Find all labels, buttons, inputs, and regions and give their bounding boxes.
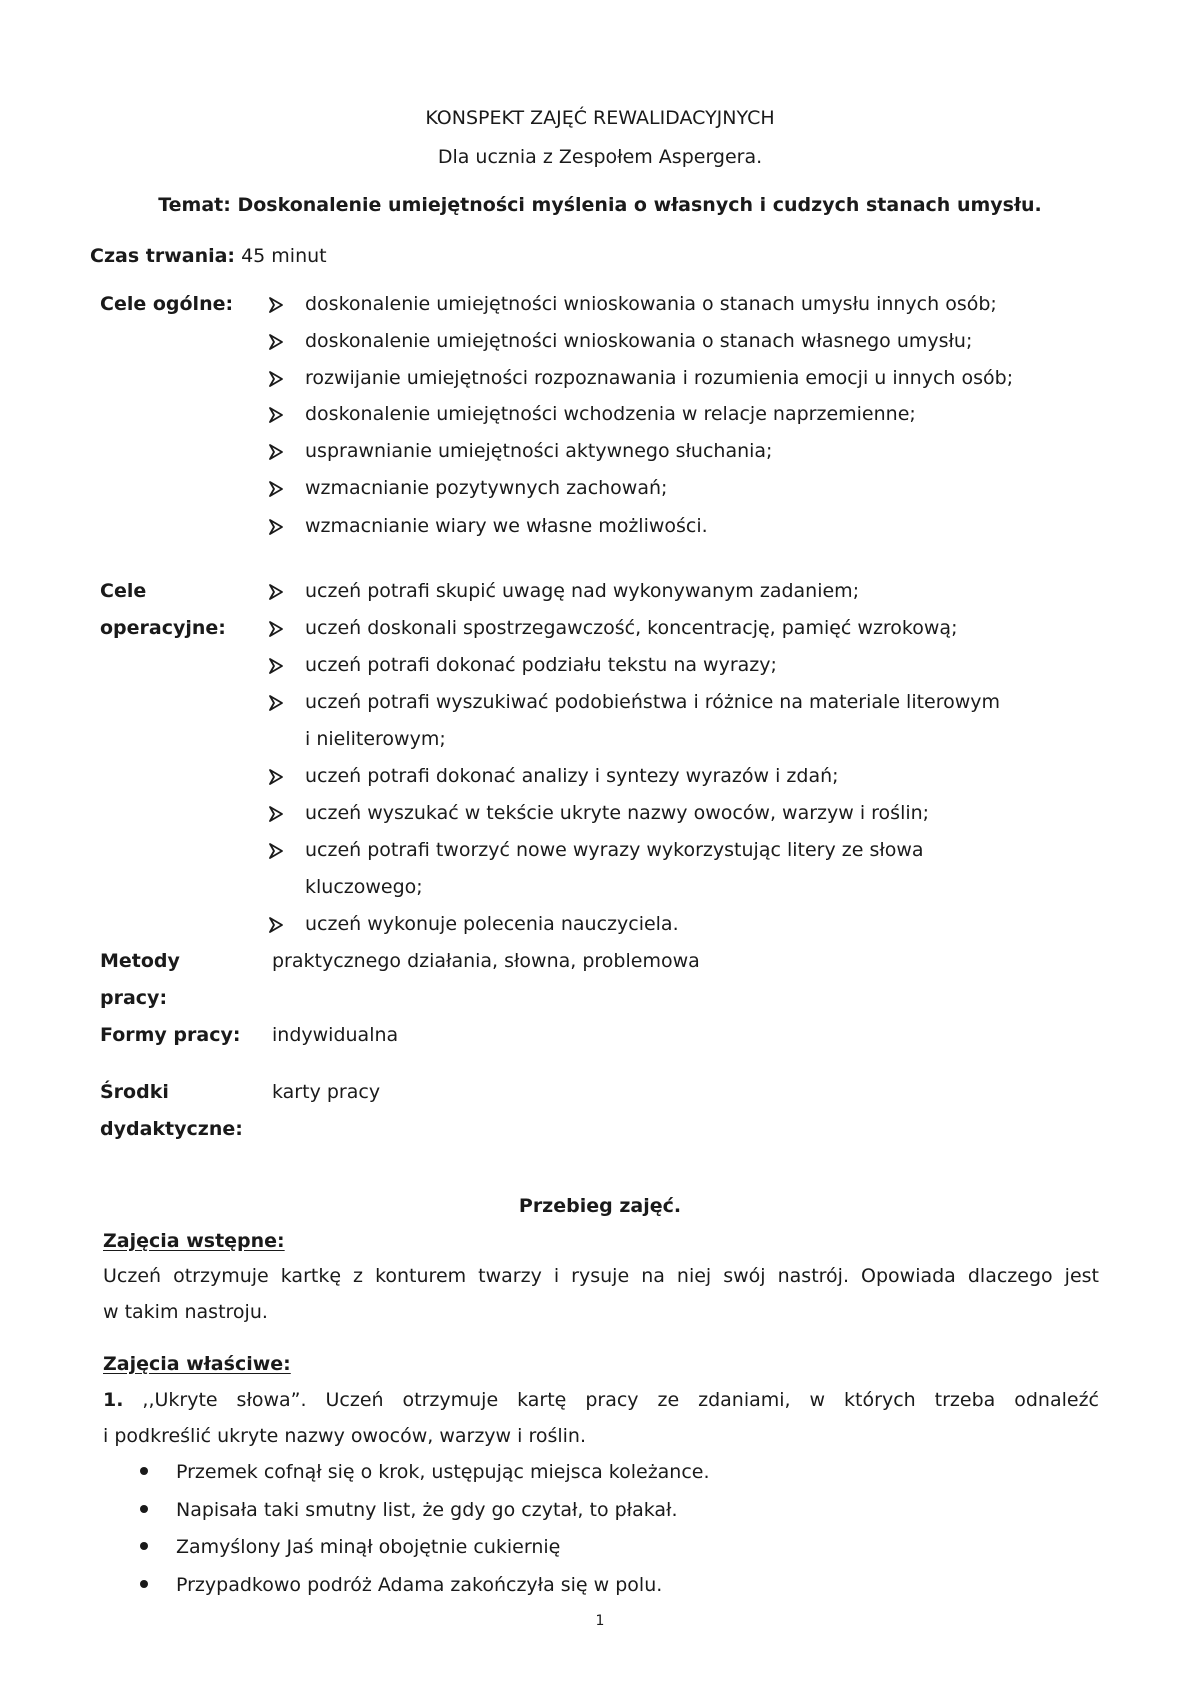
operational-goal-item: uczeń wyszukać w tekście ukryte nazwy owoców, warzyw i roślin;: [305, 802, 930, 824]
general-goal-item: doskonalenie umiejętności wchodzenia w relacje naprzemienne;: [305, 403, 916, 425]
operational-goals-label: Cele: [100, 580, 147, 602]
aids-label: Środki: [100, 1081, 169, 1103]
arrow-bullet-icon: [268, 806, 284, 822]
bullet-dot-icon: [140, 1505, 148, 1513]
arrow-bullet-icon: [268, 621, 284, 637]
topic-line: Temat: Doskonalenie umiejętności myślenia o własnych i cudzych stanach umysłu.: [158, 194, 1042, 216]
operational-goal-item: uczeń potrafi tworzyć nowe wyrazy wykorzystując litery ze słowa: [305, 839, 924, 861]
general-goal-item: usprawnianie umiejętności aktywnego słuchania;: [305, 440, 773, 462]
general-goal-item: wzmacnianie pozytywnych zachowań;: [305, 477, 668, 499]
arrow-bullet-icon: [268, 658, 284, 674]
arrow-bullet-icon: [268, 769, 284, 785]
arrow-bullet-icon: [268, 917, 284, 933]
general-goal-item: doskonalenie umiejętności wnioskowania o stanach własnego umysłu;: [305, 330, 973, 352]
operational-goal-item: uczeń potrafi wyszukiwać podobieństwa i różnice na materiale literowym: [305, 691, 1001, 713]
task1-text: ,,Ukryte słowa”. Uczeń otrzymuje kartę pracy ze zdaniami, w których trzeba odnaleźć: [123, 1389, 1099, 1411]
task1-line: i podkreślić ukryte nazwy owoców, warzyw i roślin.: [103, 1425, 586, 1447]
task1-number: 1.: [103, 1389, 124, 1411]
intro-paragraph-line: Uczeń otrzymuje kartkę z konturem twarzy i rysuje na niej swój nastrój. Opowiada dlaczego jest: [103, 1265, 1099, 1287]
arrow-bullet-icon: [268, 695, 284, 711]
bullet-dot-icon: [140, 1580, 148, 1588]
arrow-bullet-icon: [268, 334, 284, 350]
document-subtitle: Dla ucznia z Zespołem Aspergera.: [437, 146, 763, 168]
operational-goals-label: operacyjne:: [100, 617, 226, 639]
arrow-bullet-icon: [268, 444, 284, 460]
general-goal-item: rozwijanie umiejętności rozpoznawania i rozumienia emocji u innych osób;: [305, 367, 1014, 389]
intro-paragraph-line: w takim nastroju.: [103, 1301, 268, 1323]
aids-label: dydaktyczne:: [100, 1118, 243, 1140]
page-number: 1: [595, 1613, 605, 1629]
course-heading: Przebieg zajęć.: [518, 1195, 682, 1217]
arrow-bullet-icon: [268, 584, 284, 600]
arrow-bullet-icon: [268, 407, 284, 423]
operational-goal-continuation: i nieliterowym;: [305, 728, 446, 750]
duration-label: Czas trwania:: [90, 245, 236, 267]
general-goal-item: doskonalenie umiejętności wnioskowania o stanach umysłu innych osób;: [305, 293, 997, 315]
sentence-item: Zamyślony Jaś minął obojętnie cukiernię: [176, 1536, 561, 1558]
operational-goal-continuation: kluczowego;: [305, 876, 423, 898]
bullet-dot-icon: [140, 1542, 148, 1550]
arrow-bullet-icon: [268, 519, 284, 535]
intro-heading: Zajęcia wstępne:: [103, 1230, 285, 1252]
main-heading: Zajęcia właściwe:: [103, 1353, 291, 1375]
general-goals-label: Cele ogólne:: [100, 293, 234, 315]
duration-line: [90, 244, 327, 268]
aids-value: karty pracy: [272, 1081, 381, 1103]
operational-goal-item: uczeń potrafi dokonać podziału tekstu na wyrazy;: [305, 654, 777, 676]
arrow-bullet-icon: [268, 843, 284, 859]
operational-goal-item: uczeń potrafi dokonać analizy i syntezy wyrazów i zdań;: [305, 765, 839, 787]
operational-goal-item: uczeń doskonali spostrzegawczość, koncentrację, pamięć wzrokową;: [305, 617, 958, 639]
forms-value: indywidualna: [272, 1024, 399, 1046]
operational-goal-item: uczeń potrafi skupić uwagę nad wykonywanym zadaniem;: [305, 580, 860, 602]
arrow-bullet-icon: [268, 371, 284, 387]
methods-value: praktycznego działania, słowna, problemowa: [272, 950, 700, 972]
sentence-item: Przemek cofnął się o krok, ustępując miejsca koleżance.: [176, 1461, 710, 1483]
methods-label: Metody: [100, 950, 180, 972]
duration-value: 45 minut: [235, 245, 327, 267]
arrow-bullet-icon: [268, 481, 284, 497]
task1-line: [103, 1388, 1099, 1412]
bullet-dot-icon: [140, 1467, 148, 1475]
arrow-bullet-icon: [268, 297, 284, 313]
operational-goal-item: uczeń wykonuje polecenia nauczyciela.: [305, 913, 679, 935]
general-goal-item: wzmacnianie wiary we własne możliwości.: [305, 515, 708, 537]
forms-label: Formy pracy:: [100, 1024, 241, 1046]
sentence-item: Przypadkowo podróż Adama zakończyła się w polu.: [176, 1574, 663, 1596]
sentence-item: Napisała taki smutny list, że gdy go czytał, to płakał.: [176, 1499, 678, 1521]
document-title: KONSPEKT ZAJĘĆ REWALIDACYJNYCH: [425, 107, 775, 129]
methods-label: pracy:: [100, 987, 168, 1009]
